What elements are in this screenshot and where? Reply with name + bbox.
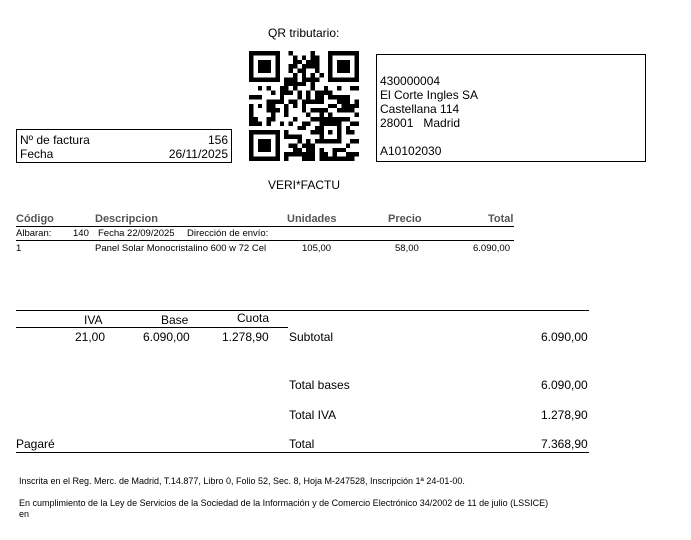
- albaran-rule: [16, 240, 514, 241]
- total-iva-value: 1.278,90: [541, 408, 588, 422]
- tax-header-rule: [16, 327, 288, 328]
- summary-top-rule: [16, 310, 589, 311]
- invoice-info-box: [16, 129, 232, 163]
- grand-total-label: Total: [289, 437, 315, 451]
- item-code: 1: [16, 243, 22, 254]
- subtotal-value: 6.090,00: [541, 330, 588, 344]
- tax-header-iva: IVA: [84, 313, 103, 327]
- tax-row-cuota: 1.278,90: [222, 330, 269, 344]
- total-bases-value: 6.090,00: [541, 378, 588, 392]
- col-header-price: Precio: [388, 213, 422, 225]
- header-rule: [16, 226, 514, 227]
- lssice-note: En cumplimiento de la Ley de Servicios de la Sociedad de la Información y de Comercio Electrónico 34/2002 de 11 de julio (LSSICE): [19, 498, 549, 508]
- tax-header-base: Base: [161, 313, 189, 327]
- item-price: 58,00: [395, 243, 419, 254]
- albaran-address: Dirección de envío:: [187, 228, 269, 239]
- col-header-description: Descripcion: [95, 213, 158, 225]
- total-iva-label: Total IVA: [289, 408, 337, 422]
- invoice-number-label: Nº de factura: [20, 133, 90, 147]
- subtotal-label: Subtotal: [289, 330, 334, 344]
- registry-note: Inscrita en el Reg. Merc. de Madrid, T.14.877, Libro 0, Folio 52, Sec. 8, Hoja M-247528, Inscripción 1ª 24-01-00.: [19, 476, 465, 486]
- albaran-number: 140: [73, 228, 89, 239]
- grand-total-value: 7.368,90: [541, 437, 588, 451]
- tax-header-cuota: Cuota: [237, 311, 270, 325]
- invoice-date-label: Fecha: [20, 147, 54, 161]
- item-description: Panel Solar Monocristalino 600 w 72 Cel: [95, 243, 267, 254]
- col-header-code: Código: [16, 213, 54, 225]
- payment-method: Pagaré: [16, 437, 55, 451]
- total-bases-label: Total bases: [289, 378, 350, 392]
- client-code: 430000004: [380, 74, 441, 88]
- invoice-number-value: 156: [207, 133, 228, 147]
- item-units: 105,00: [302, 243, 332, 254]
- verifactu-caption: VERI*FACTU: [268, 178, 341, 192]
- summary-bottom-rule: [16, 452, 589, 453]
- albaran-date: Fecha 22/09/2025: [98, 228, 175, 239]
- client-name: El Corte Ingles SA: [380, 88, 479, 102]
- client-account: A10102030: [380, 144, 442, 158]
- col-header-units: Unidades: [287, 213, 337, 225]
- tax-row-iva: 21,00: [75, 330, 106, 344]
- col-header-total: Total: [488, 213, 514, 225]
- qr-title: QR tributario:: [268, 26, 340, 40]
- tax-row-base: 6.090,00: [143, 330, 190, 344]
- client-address-box: [376, 54, 646, 162]
- client-postal-city: 28001 Madrid: [380, 116, 461, 130]
- lssice-note-cont: en: [19, 509, 30, 519]
- client-street: Castellana 114: [380, 102, 460, 116]
- invoice-date-value: 26/11/2025: [168, 147, 228, 161]
- item-total: 6.090,00: [473, 243, 510, 254]
- qr-code-icon: [249, 51, 359, 161]
- albaran-label: Albaran:: [16, 228, 52, 239]
